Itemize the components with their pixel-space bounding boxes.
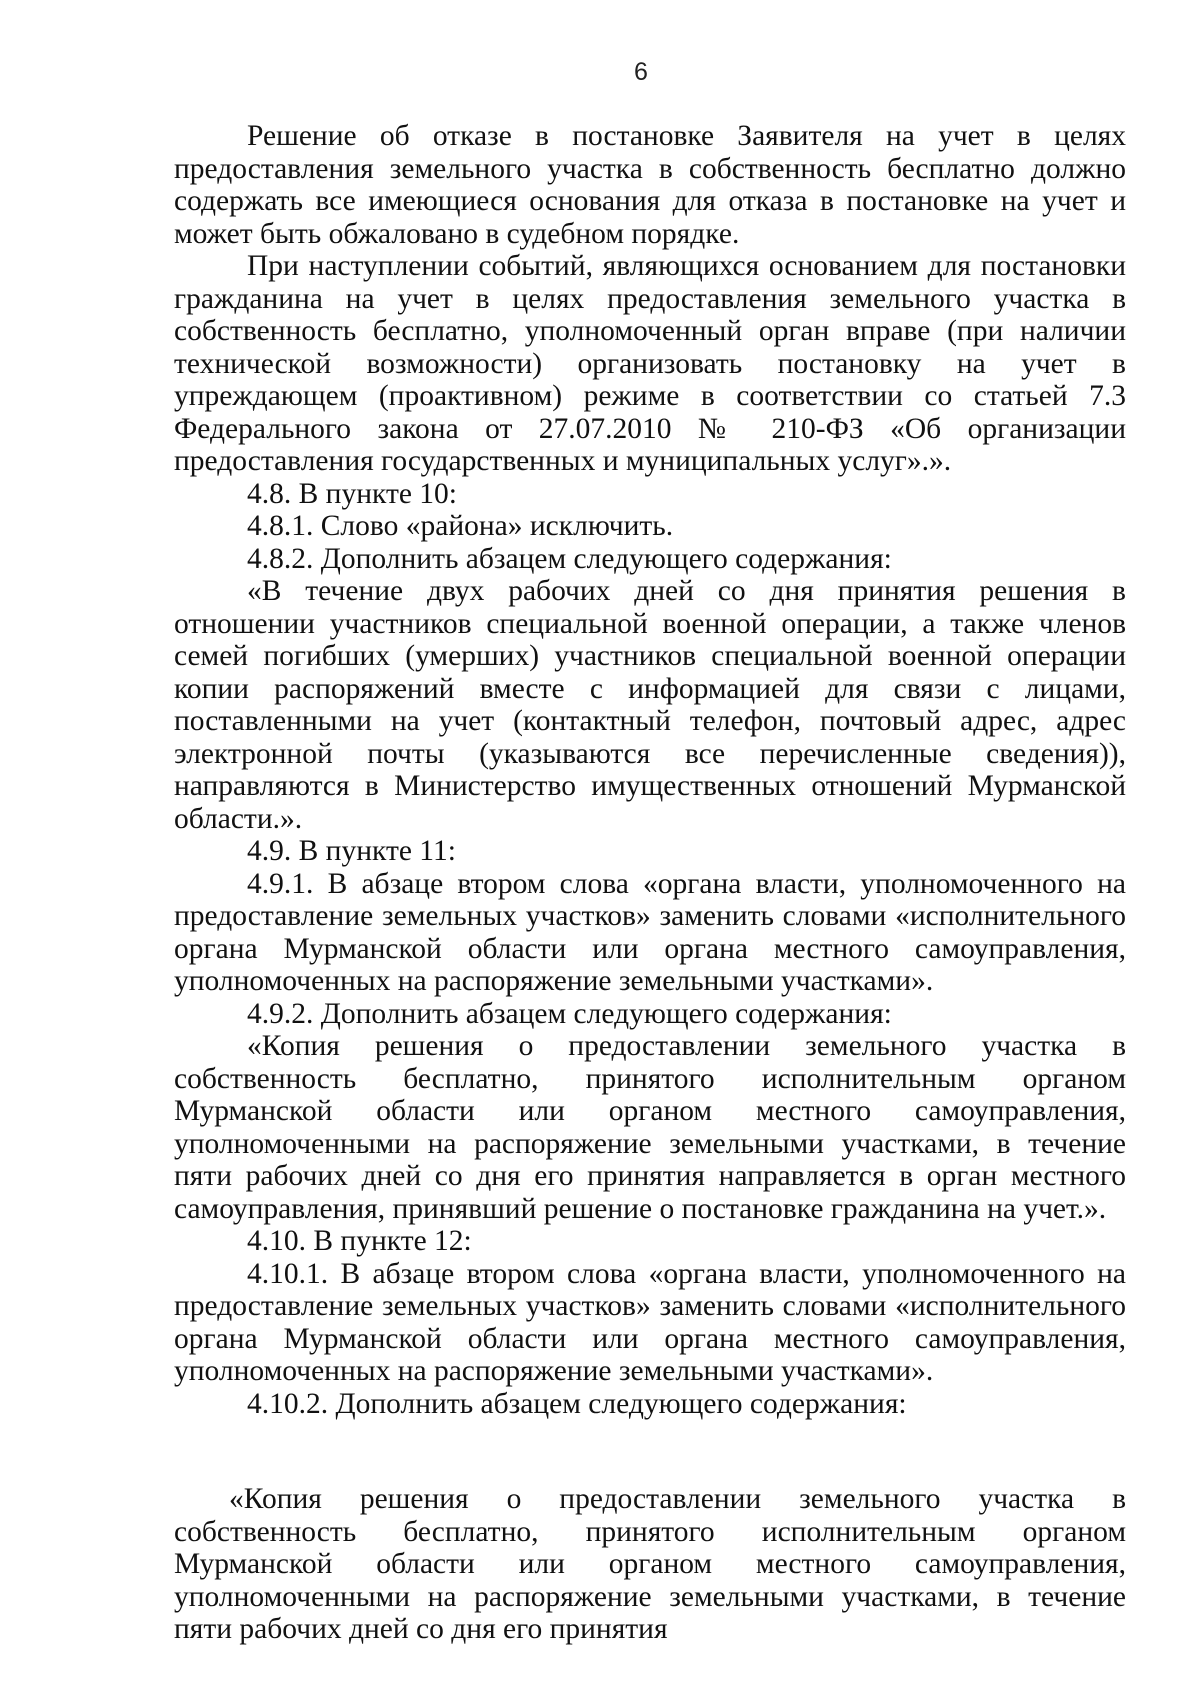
paragraph-item-4-8-2: 4.8.2. Дополнить абзацем следующего содержания: bbox=[247, 542, 892, 575]
paragraph-item-4-9-1: 4.9.1. В абзаце втором слова «органа власти, уполномоченного на предоставление земельных участков» заменить словами «исполнительного органа Мурманской области или органа местного самоуправления, уполномоченных на распоряжение земельными участками». bbox=[174, 867, 1126, 997]
paragraph-proactive-registration: При наступлении событий, являющихся основанием для постановки гражданина на учет в целях предоставления земельного участка в собственность бесплатно, уполномоченный орган вправе (при наличии технической возможности) организовать постановку на учет в упреждающем (проактивном) режиме в соответствии со статьей 7.3 Федерального закона от 27.07.2010 № 210-ФЗ «Об организации предоставления государственных и муниципальных услуг».». bbox=[174, 250, 1126, 477]
page-number: 6 bbox=[634, 58, 648, 86]
paragraph-quote-copy-decision-2: «Копия решения о предоставлении земельного участка в собственность бесплатно, принятого исполнительным органом Мурманской области или органом местного самоуправления, уполномоченными на распоряжение земельными участками, в течение пяти рабочих дней со дня его принятия bbox=[174, 1483, 1126, 1645]
paragraph-item-4-10-1: 4.10.1. В абзаце втором слова «органа власти, уполномоченного на предоставление земельных участков» заменить словами «исполнительного органа Мурманской области или органа местного самоуправления, уполномоченных на распоряжение земельными участками». bbox=[174, 1257, 1126, 1387]
paragraph-item-4-8: 4.8. В пункте 10: bbox=[247, 477, 458, 510]
paragraph-item-4-8-1: 4.8.1. Слово «района» исключить. bbox=[247, 510, 674, 542]
paragraph-item-4-9-2: 4.9.2. Дополнить абзацем следующего содержания: bbox=[247, 997, 892, 1030]
paragraph-quote-svo: «В течение двух рабочих дней со дня принятия решения в отношении участников специальной военной операции, а также членов семей погибших (умерших) участников специальной военной операции копии распоряжений вместе с информацией для связи с лицами, поставленными на учет (контактный телефон, почтовый адрес, адрес электронной почты (указываются все перечисленные сведения)), направляются в Министерство имущественных отношений Мурманской области.». bbox=[174, 575, 1126, 835]
document-body bbox=[174, 120, 1126, 1646]
paragraph-item-4-10-2: 4.10.2. Дополнить абзацем следующего содержания: bbox=[247, 1387, 907, 1420]
paragraph-refusal-decision: Решение об отказе в постановке Заявителя на учет в целях предоставления земельного участка в собственность бесплатно должно содержать все имеющиеся основания для отказа в постановке на учет и может быть обжаловано в судебном порядке. bbox=[174, 120, 1126, 250]
paragraph-quote-copy-decision: «Копия решения о предоставлении земельного участка в собственность бесплатно, принятого исполнительным органом Мурманской области или органом местного самоуправления, уполномоченными на распоряжение земельными участками, в течение пяти рабочих дней со дня его принятия направляется в орган местного самоуправления, принявший решение о постановке гражданина на учет.». bbox=[174, 1030, 1126, 1225]
paragraph-item-4-9: 4.9. В пункте 11: bbox=[247, 835, 456, 867]
paragraph-item-4-10: 4.10. В пункте 12: bbox=[247, 1225, 472, 1257]
